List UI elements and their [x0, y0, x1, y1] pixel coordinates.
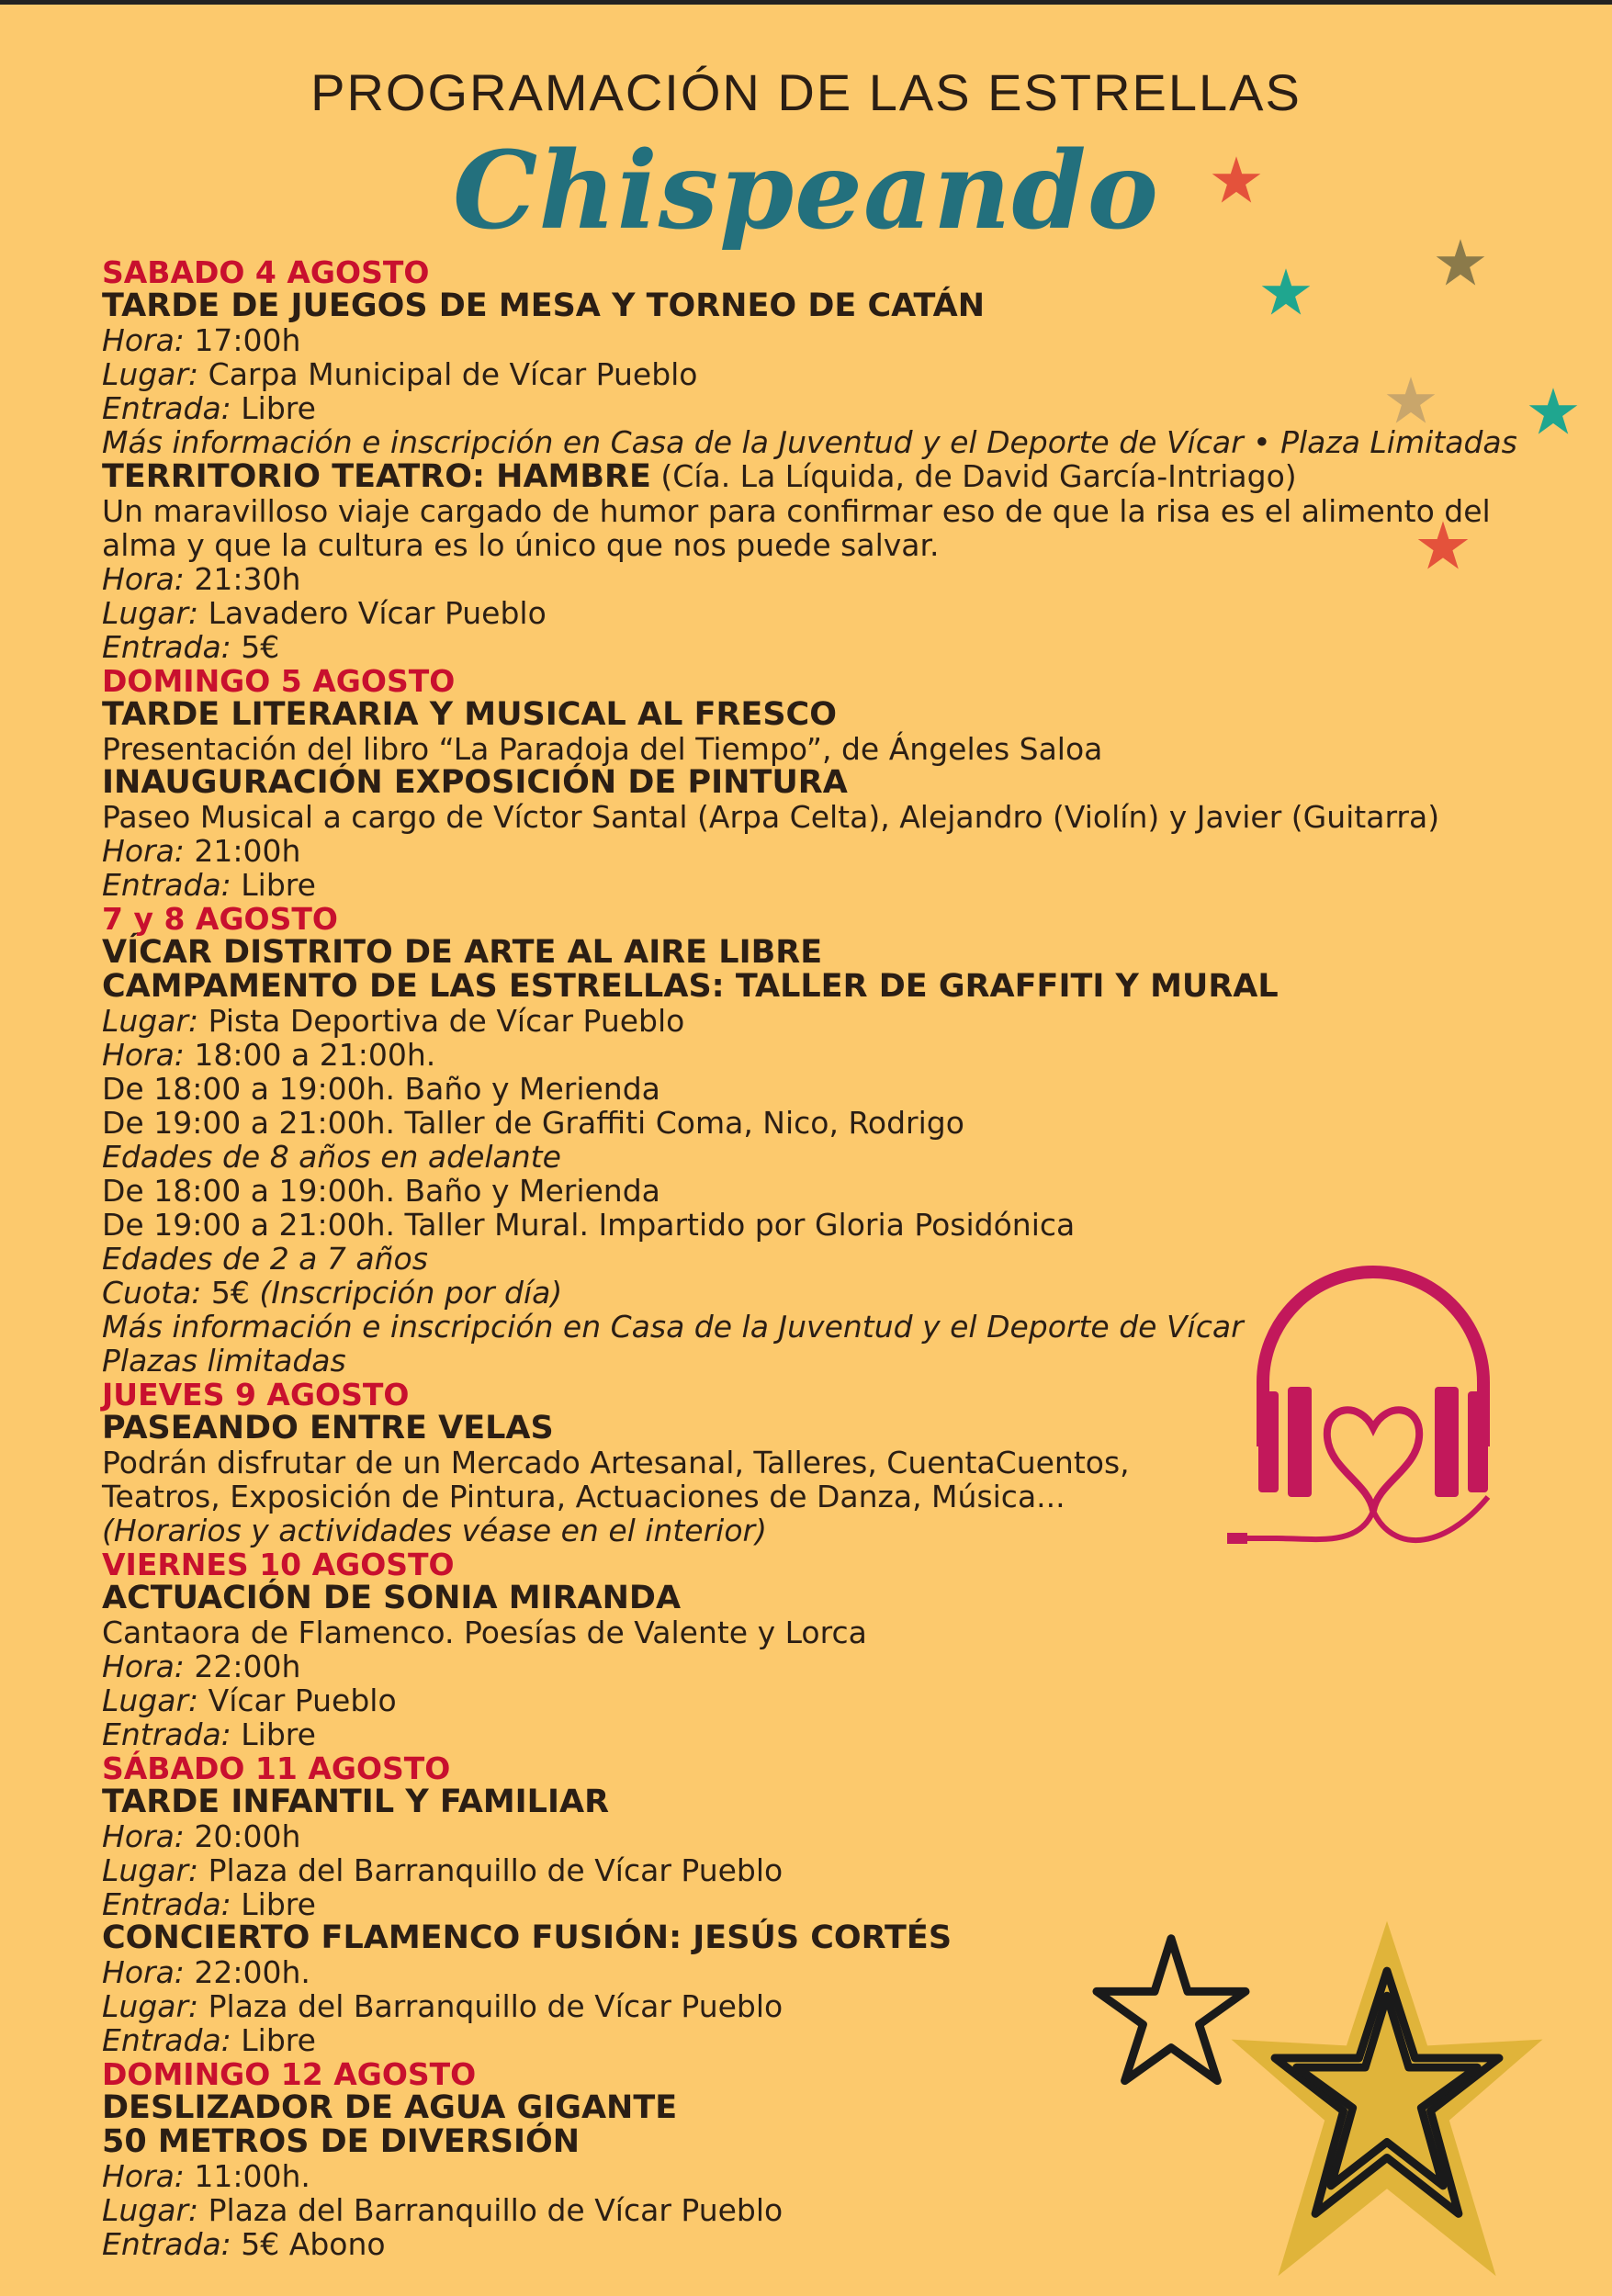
entrada-value: 5€ [231, 629, 280, 665]
star-icon [1211, 154, 1262, 206]
event-title: TERRITORIO TEATRO: HAMBRE [102, 458, 651, 495]
schedule-item: De 19:00 a 21:00h. Taller Mural. Impartido por Gloria Posidónica [102, 1207, 1076, 1243]
event-title: PASEANDO ENTRE VELAS [102, 1410, 554, 1446]
hora-label: Hora: [102, 1649, 185, 1684]
event-description: Presentación del libro “La Paradoja del Tiempo”, de Ángeles Saloa [102, 731, 1103, 767]
entrada-value: Libre [231, 2022, 316, 2058]
info-note: Más información e inscripción en Casa de la Juventud y el Deporte de Vícar • Plaza Limitadas [102, 424, 1517, 460]
event-title: TARDE INFANTIL Y FAMILIAR [102, 1784, 610, 1820]
schedule-item: De 18:00 a 19:00h. Baño y Merienda [102, 1071, 660, 1107]
lugar-value: Plaza del Barranquillo de Vícar Pueblo [198, 2192, 783, 2228]
entrada-label: Entrada: [102, 1886, 231, 1922]
star-icon [1527, 386, 1579, 437]
event-title: CAMPAMENTO DE LAS ESTRELLAS: TALLER DE GRAFFITI Y MURAL [102, 968, 1279, 1005]
lugar-label: Lugar: [102, 1683, 199, 1718]
hora-label: Hora: [102, 1037, 185, 1073]
lugar-label: Lugar: [102, 356, 199, 392]
age-note: Edades de 8 años en adelante [102, 1139, 561, 1175]
hora-value: 21:30h [184, 561, 301, 597]
entrada-label: Entrada: [102, 2226, 231, 2262]
event-title: INAUGURACIÓN EXPOSICIÓN DE PINTURA [102, 764, 848, 801]
lugar-value: Pista Deportiva de Vícar Pueblo [198, 1003, 685, 1039]
hora-label: Hora: [102, 2158, 185, 2194]
entrada-value: Libre [231, 1716, 316, 1752]
event-date: VIERNES 10 AGOSTO [102, 1547, 455, 1582]
event-title: ACTUACIÓN DE SONIA MIRANDA [102, 1580, 682, 1616]
hora-value: 22:00h. [184, 1954, 310, 1990]
cuota-note: (Inscripción por día) [249, 1275, 563, 1311]
entrada-label: Entrada: [102, 390, 231, 426]
event-title: TARDE DE JUEGOS DE MESA Y TORNEO DE CATÁN [102, 287, 986, 324]
hora-value: 17:00h [184, 322, 301, 358]
entrada-value: Libre [231, 390, 316, 426]
program-list [102, 255, 1535, 2261]
lugar-label: Lugar: [102, 1852, 199, 1888]
event-date: DOMINGO 5 AGOSTO [102, 663, 456, 699]
hora-label: Hora: [102, 833, 185, 869]
event-description: Cantaora de Flamenco. Poesías de Valente y Lorca [102, 1615, 867, 1650]
event-description: Podrán disfrutar de un Mercado Artesanal, Talleres, CuentaCuentos, [102, 1445, 1130, 1480]
event-company: (Cía. La Líquida, de David García-Intriago) [650, 458, 1297, 494]
hora-label: Hora: [102, 561, 185, 597]
event-date: DOMINGO 12 AGOSTO [102, 2056, 477, 2092]
event-date: SABADO 4 AGOSTO [102, 254, 430, 290]
info-note: (Horarios y actividades véase en el interior) [102, 1513, 767, 1548]
schedule-item: De 19:00 a 21:00h. Taller de Graffiti Coma, Nico, Rodrigo [102, 1105, 964, 1141]
lugar-label: Lugar: [102, 1003, 199, 1039]
cuota-label: Cuota: [102, 1275, 202, 1311]
event-title: CONCIERTO FLAMENCO FUSIÓN: JESÚS CORTÉS [102, 1919, 953, 1956]
page-title: PROGRAMACIÓN DE LAS ESTRELLAS [310, 63, 1302, 121]
event-title: TARDE LITERARIA Y MUSICAL AL FRESCO [102, 696, 837, 733]
hora-value: 18:00 a 21:00h. [184, 1037, 436, 1073]
lugar-value: Carpa Municipal de Vícar Pueblo [198, 356, 698, 392]
lugar-value: Plaza del Barranquillo de Vícar Pueblo [198, 1852, 783, 1888]
entrada-value: 5€ Abono [231, 2226, 386, 2262]
event-date: SÁBADO 11 AGOSTO [102, 1750, 451, 1786]
hora-value: 11:00h. [184, 2158, 310, 2194]
event-title: DESLIZADOR DE AGUA GIGANTE [102, 2089, 678, 2126]
entrada-label: Entrada: [102, 629, 231, 665]
hora-value: 20:00h [184, 1818, 301, 1854]
lugar-value: Vícar Pueblo [198, 1683, 397, 1718]
event-title: VÍCAR DISTRITO DE ARTE AL AIRE LIBRE [102, 934, 823, 971]
hora-label: Hora: [102, 1818, 185, 1854]
age-note: Edades de 2 a 7 años [102, 1241, 428, 1277]
entrada-value: Libre [231, 867, 316, 903]
event-title: 50 METROS DE DIVERSIÓN [102, 2123, 581, 2160]
entrada-label: Entrada: [102, 2022, 231, 2058]
top-border [0, 0, 1612, 5]
lugar-label: Lugar: [102, 2192, 199, 2228]
event-date: JUEVES 9 AGOSTO [102, 1377, 410, 1412]
event-date: 7 y 8 AGOSTO [102, 901, 338, 937]
plazas-note: Plazas limitadas [102, 1343, 346, 1379]
event-description: Paseo Musical a cargo de Víctor Santal (Arpa Celta), Alejandro (Violín) y Javier (Guitarra) [102, 799, 1440, 835]
hora-label: Hora: [102, 322, 185, 358]
brand-logo: Chispeando [453, 129, 1159, 253]
lugar-value: Lavadero Vícar Pueblo [198, 595, 547, 631]
cuota-value: 5€ [201, 1275, 250, 1311]
event-description: Un maravilloso viaje cargado de humor para confirmar eso de que la risa es el alimento del alma y que la cultura es lo único que nos puede salvar. [102, 493, 1491, 563]
lugar-label: Lugar: [102, 595, 199, 631]
event-description: Teatros, Exposición de Pintura, Actuaciones de Danza, Música... [102, 1479, 1065, 1514]
lugar-value: Plaza del Barranquillo de Vícar Pueblo [198, 1988, 783, 2024]
hora-value: 22:00h [184, 1649, 301, 1684]
schedule-item: De 18:00 a 19:00h. Baño y Merienda [102, 1173, 660, 1209]
entrada-label: Entrada: [102, 1716, 231, 1752]
entrada-label: Entrada: [102, 867, 231, 903]
lugar-label: Lugar: [102, 1988, 199, 2024]
entrada-value: Libre [231, 1886, 316, 1922]
hora-label: Hora: [102, 1954, 185, 1990]
info-note: Más información e inscripción en Casa de la Juventud y el Deporte de Vícar [102, 1309, 1244, 1345]
hora-value: 21:00h [184, 833, 301, 869]
